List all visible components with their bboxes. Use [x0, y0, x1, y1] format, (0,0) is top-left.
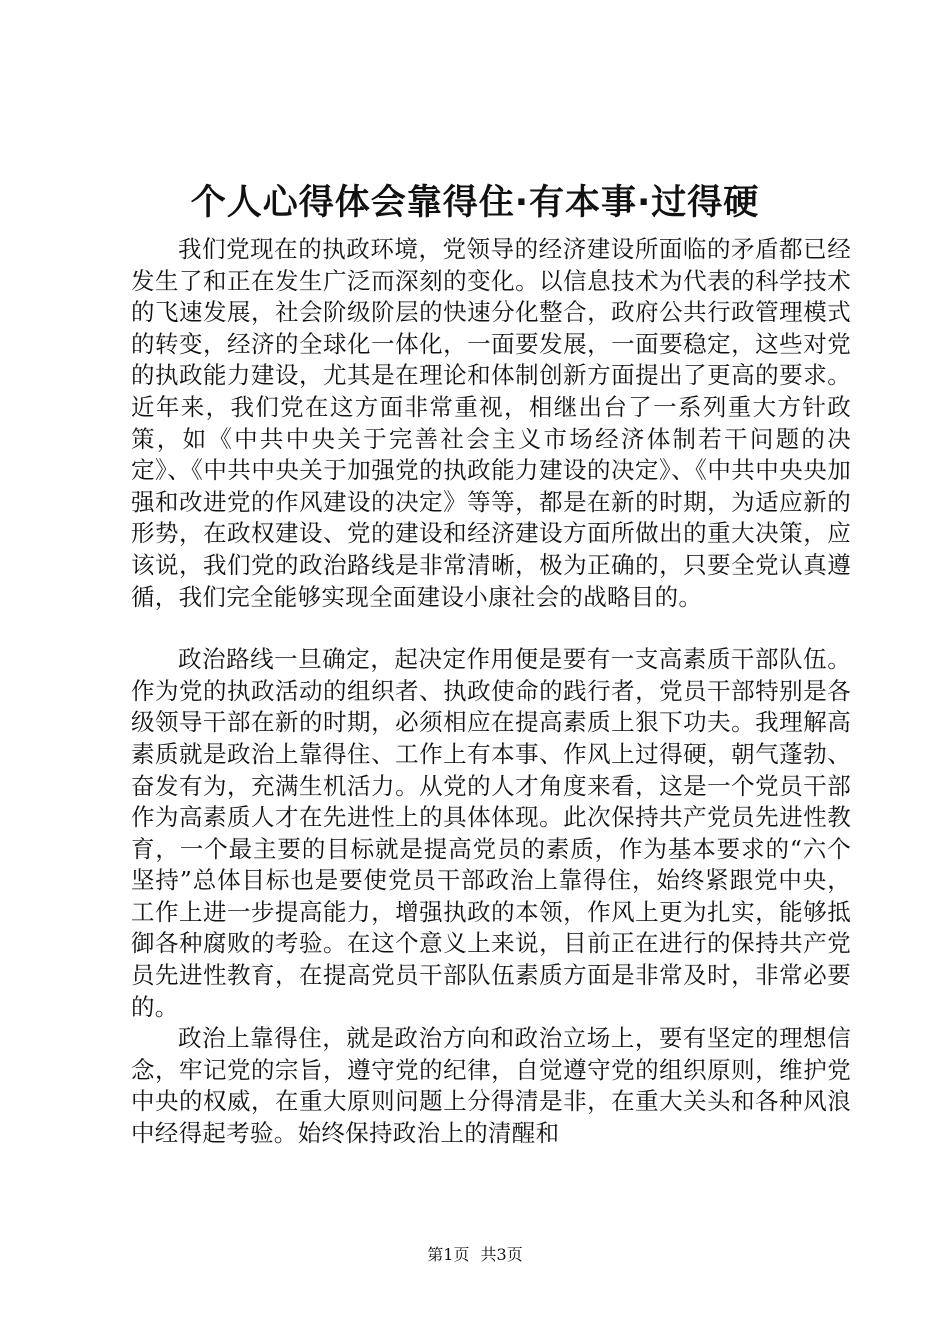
document-title: 个人心得体会靠得住·有本事·过得硬: [190, 183, 760, 223]
paragraph-1: 我们党现在的执政环境，党领导的经济建设所面临的矛盾都已经发生了和正在发生广泛而深刻的变化。以信息技术为代表的科学技术的飞速发展，社会阶级阶层的快速分化整合，政府公共行政管理模式的转变，经济的全球化一体化，一面要发展，一面要稳定，这些对党的执政能力建设，尤其是在理论和体制创新方面提出了更高的要求。近年来，我们党在这方面非常重视，相继出台了一系列重大方针政策，如《中共中央关于完善社会主义市场经济体制若干问题的决定》、《中共中央关于加强党的执政能力建设的决定》、《中共中央央加强和改进党的作风建设的决定》等等，都是在新的时期，为适应新的形势，在政权建设、党的建设和经济建设方面所做出的重大决策，应该说，我们党的政治路线是非常清晰，极为正确的，只要全党认真遵循，我们完全能够实现全面建设小康社会的战略目的。: [131, 235, 851, 611]
page-footer: [0, 1244, 950, 1266]
document-body: [131, 234, 851, 1150]
page-total: 共3页: [480, 1245, 523, 1264]
paragraph-2: 政治路线一旦确定，起决定作用便是要有一支高素质干部队伍。作为党的执政活动的组织者、执政使命的践行者，党员干部特别是各级领导干部在新的时期，必须相应在提高素质上狠下功夫。我理解高素质就是政治上靠得住、工作上有本事、作风上过得硬，朝气蓬勃、奋发有为，充满生机活力。从党的人才角度来看，这是一个党员干部作为高素质人才在先进性上的具体体现。此次保持共产党员先进性教育，一个最主要的目标就是提高党员的素质，作为基本要求的“六个坚持”总体目标也是要使党员干部政治上靠得住，始终紧跟党中央，工作上进一步提高能力，增强执政的本领，作风上更为扎实，能够抵御各种腐败的考验。在这个意义上来说，目前正在进行的保持共产党员先进性教育，在提高党员干部队伍素质方面是非常及时，非常必要的。: [131, 645, 851, 1021]
page-number: 第1页: [427, 1245, 470, 1264]
paragraph-3: 政治上靠得住，就是政治方向和政治立场上，要有坚定的理想信念，牢记党的宗旨，遵守党的纪律，自觉遵守党的组织原则，维护党中央的权威，在重大原则问题上分得清是非，在重大关头和各种风浪中经得起考验。始终保持政治上的清醒和: [131, 1024, 851, 1148]
